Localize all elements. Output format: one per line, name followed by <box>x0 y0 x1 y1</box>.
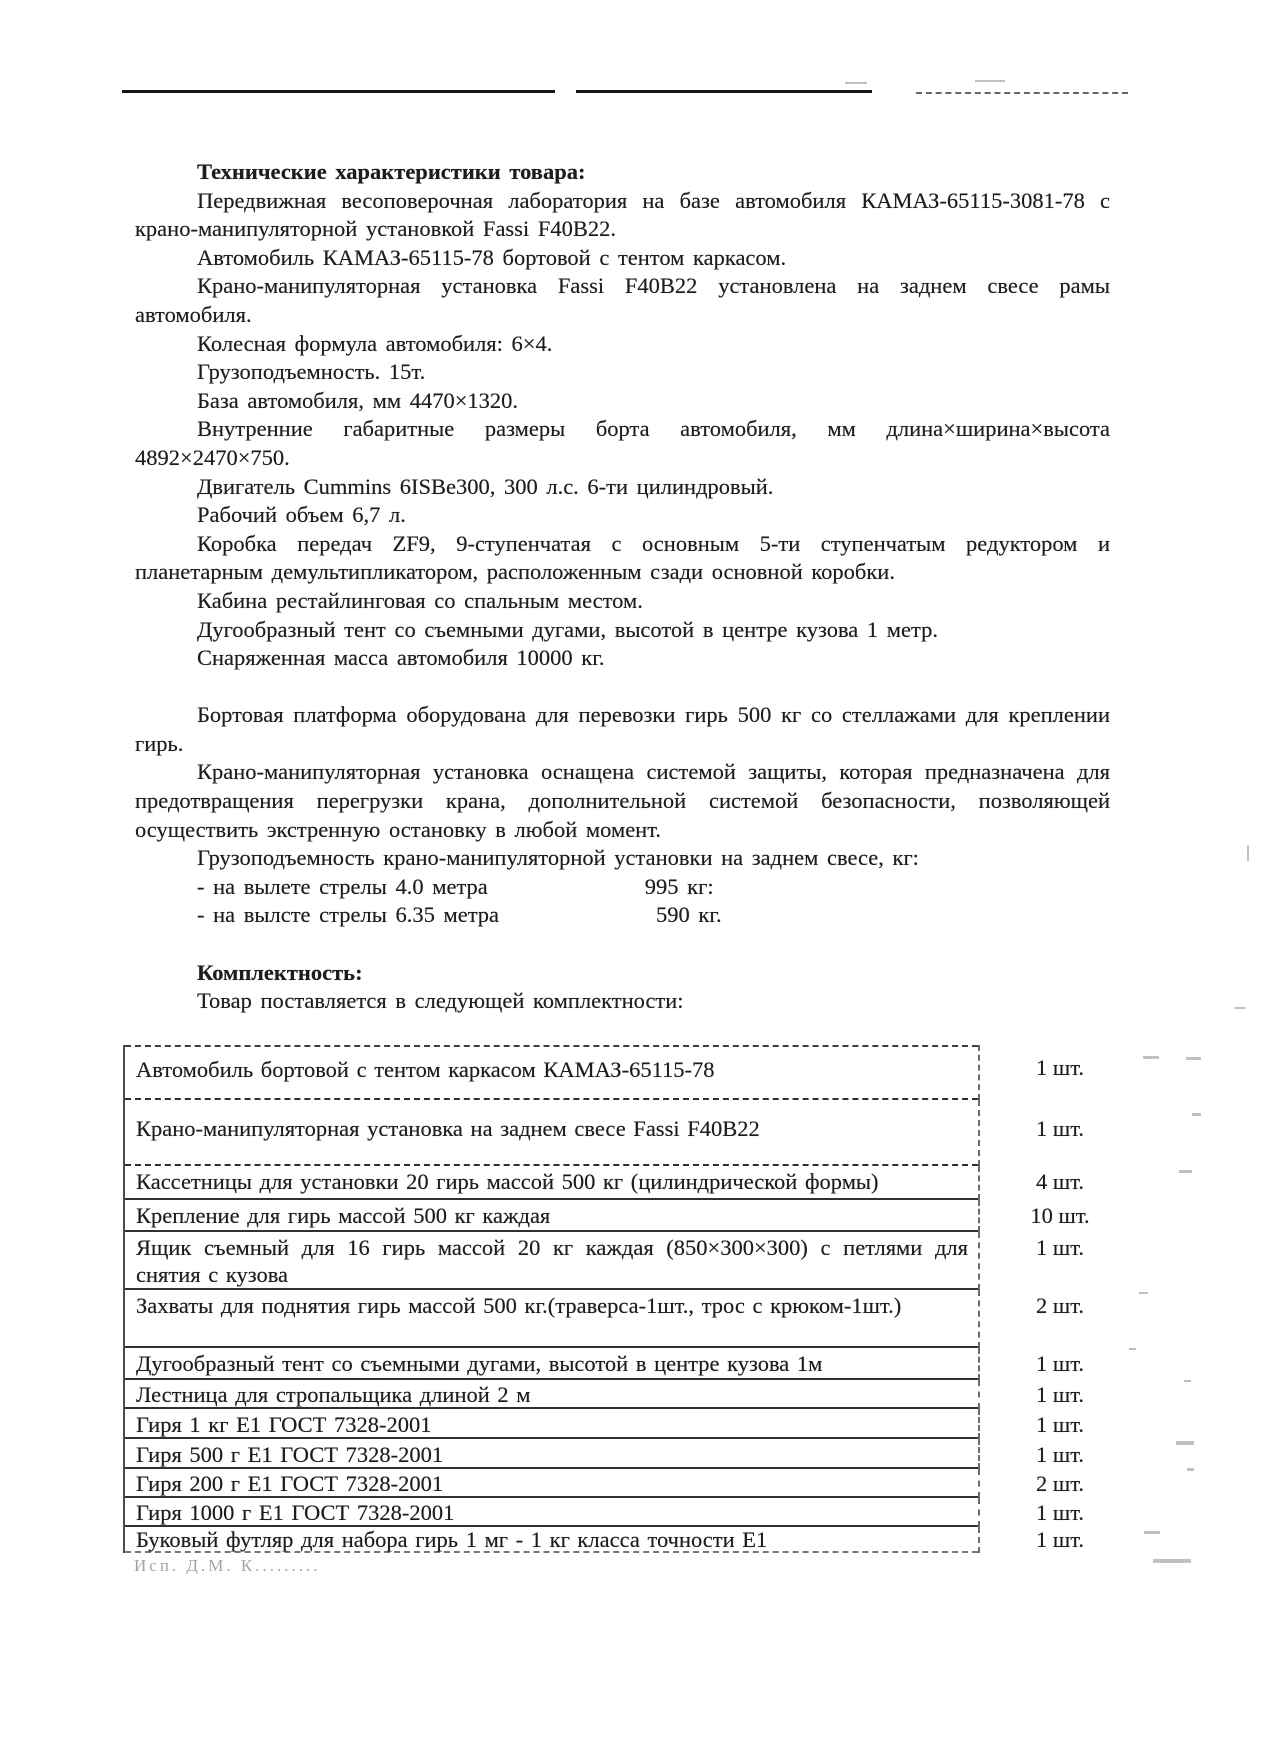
paragraph: Крано-манипуляторная установка оснащена системой защиты, которая предназначена для предотвращения перегрузки крана, дополнительной системой безопасности, позволяющей осуществить экстренную остановку в любой момент. <box>135 759 1110 842</box>
table-row <box>125 1045 1140 1100</box>
scan-speck <box>1184 1380 1191 1382</box>
boom-capacity-row <box>135 901 1110 930</box>
table-row <box>125 1348 1140 1380</box>
table-row <box>125 1409 1140 1439</box>
paragraph: Грузоподъемность. 15т. <box>197 359 426 385</box>
scan-speck <box>845 82 867 84</box>
boom-capacity-value: 995 кг: <box>644 873 714 899</box>
scan-speck <box>1235 1007 1245 1009</box>
item-description: Крепление для гирь массой 500 кг каждая <box>125 1200 978 1232</box>
scan-speck <box>1247 845 1249 861</box>
item-description: Ящик съемный для 16 гирь массой 20 кг каждая (850×300×300) с петлями для снятия с кузова <box>125 1232 978 1290</box>
item-quantity: 10 шт. <box>978 1200 1140 1232</box>
boom-length-label: - на вылете стрелы 4.0 метра <box>197 873 488 899</box>
scan-speck <box>1153 1559 1191 1563</box>
scan-artifact-line <box>916 92 1128 94</box>
item-quantity: 1 шт. <box>978 1409 1140 1439</box>
table-row <box>125 1232 1140 1290</box>
item-quantity: 2 шт. <box>978 1290 1140 1348</box>
paragraph: Автомобиль КАМАЗ-65115-78 бортовой с тентом каркасом. <box>197 244 787 270</box>
scan-speck <box>1143 1056 1159 1059</box>
scan-speck <box>1179 1170 1192 1173</box>
paragraph: Крано-манипуляторная установка Fassi F40B22 установлена на заднем свесе рамы автомобиля. <box>135 273 1110 327</box>
item-description: Гиря 1 кг Е1 ГОСТ 7328-2001 <box>125 1409 978 1439</box>
kit-table <box>123 1045 1140 1553</box>
scan-speck <box>1144 1531 1160 1534</box>
kit-intro: Товар поставляется в следующей комплектности: <box>197 988 684 1014</box>
scan-speck <box>975 80 1005 82</box>
item-description: Буковый футляр для набора гирь 1 мг - 1 кг класса точности Е1 <box>125 1527 978 1553</box>
table-row <box>125 1380 1140 1409</box>
scan-speck <box>1129 1348 1136 1350</box>
scan-speck <box>1192 1113 1201 1116</box>
item-description: Гиря 1000 г Е1 ГОСТ 7328-2001 <box>125 1498 978 1527</box>
item-quantity: 1 шт. <box>978 1380 1140 1409</box>
item-description: Кассетницы для установки 20 гирь массой 500 кг (цилиндрической формы) <box>125 1166 978 1200</box>
paragraph: База автомобиля, мм 4470×1320. <box>197 387 519 413</box>
scan-speck <box>1176 1441 1194 1445</box>
item-description: Лестница для стропальщика длиной 2 м <box>125 1380 978 1409</box>
item-quantity: 1 шт. <box>978 1439 1140 1469</box>
table-row <box>125 1527 1140 1553</box>
section-heading-kit: Комплектность: <box>197 959 363 985</box>
paragraph: Рабочий объем 6,7 л. <box>197 502 406 528</box>
item-quantity: 1 шт. <box>978 1527 1140 1553</box>
table-row <box>125 1439 1140 1469</box>
paragraph: Бортовая платформа оборудована для перевозки гирь 500 кг со стеллажами для креплении гирь. <box>135 702 1110 756</box>
item-description: Гиря 200 г Е1 ГОСТ 7328-2001 <box>125 1469 978 1498</box>
item-description: Крано-манипуляторная установка на заднем свесе Fassi F40B22 <box>125 1100 978 1166</box>
paragraph: Колесная формула автомобиля: 6×4. <box>197 330 553 356</box>
table-row <box>125 1498 1140 1527</box>
document-body <box>135 158 1110 1016</box>
item-description: Автомобиль бортовой с тентом каркасом КАМАЗ-65115-78 <box>125 1045 978 1100</box>
item-quantity: 2 шт. <box>978 1469 1140 1498</box>
table-row <box>125 1469 1140 1498</box>
boom-capacity-row <box>135 873 1110 902</box>
table-row <box>125 1200 1140 1232</box>
item-quantity: 1 шт. <box>978 1045 1140 1100</box>
item-quantity: 4 шт. <box>978 1166 1140 1200</box>
scan-speck <box>1139 1292 1148 1294</box>
executor-note: Исп. Д.М. К......... <box>134 1556 321 1575</box>
table-row <box>125 1290 1140 1348</box>
item-quantity: 1 шт. <box>978 1100 1140 1166</box>
boom-length-label: - на вылсте стрелы 6.35 метра <box>197 902 500 928</box>
paragraph: Снаряженная масса автомобиля 10000 кг. <box>197 645 605 671</box>
paragraph: Внутренние габаритные размеры борта автомобиля, мм длина×ширина×высота 4892×2470×750. <box>135 416 1110 470</box>
paragraph: Коробка передач ZF9, 9-ступенчатая с основным 5-ти ступенчатым редуктором и планетарным демультипликатором, расположенным сзади основной коробки. <box>135 530 1110 585</box>
item-quantity: 1 шт. <box>978 1348 1140 1380</box>
table-row <box>125 1100 1140 1166</box>
item-description: Гиря 500 г Е1 ГОСТ 7328-2001 <box>125 1439 978 1469</box>
item-quantity: 1 шт. <box>978 1232 1140 1290</box>
paragraph: Передвижная весоповерочная лаборатория на базе автомобиля КАМАЗ-65115-3081-78 с крано-манипуляторной установкой Fassi F40B22. <box>135 187 1110 242</box>
item-description: Захваты для поднятия гирь массой 500 кг.(траверса-1шт., трос с крюком-1шт.) <box>125 1290 978 1348</box>
table-row <box>125 1166 1140 1200</box>
paragraph: Кабина рестайлинговая со спальным местом. <box>197 587 643 613</box>
scan-speck <box>1187 1468 1194 1471</box>
item-description: Дугообразный тент со съемными дугами, высотой в центре кузова 1м <box>125 1348 978 1380</box>
item-quantity: 1 шт. <box>978 1498 1140 1527</box>
paragraph: Дугообразный тент со съемными дугами, высотой в центре кузова 1 метр. <box>197 616 939 642</box>
paragraph: Грузоподъемность крано-манипуляторной установки на заднем свесе, кг: <box>197 845 919 871</box>
scan-artifact-line <box>122 90 555 93</box>
scan-speck <box>1186 1057 1201 1060</box>
section-heading-technical: Технические характеристики товара: <box>197 159 586 184</box>
paragraph: Двигатель Cummins 6ISBe300, 300 л.с. 6-ти цилиндровый. <box>197 473 774 499</box>
boom-capacity-value: 590 кг. <box>656 902 722 928</box>
scan-artifact-line <box>576 90 872 93</box>
